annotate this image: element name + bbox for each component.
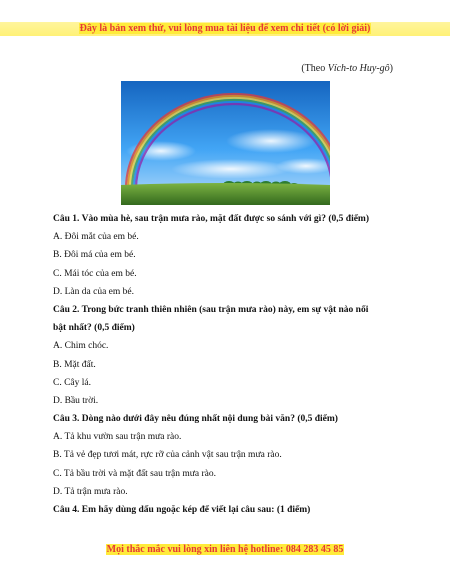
preview-banner [0, 22, 450, 36]
question-2-option-a: A. Chim chóc. [53, 341, 109, 352]
question-4-text: Câu 4. Em hãy dùng dấu ngoặc kép để viết lại câu sau: (1 điểm) [53, 505, 311, 515]
question-2-text: bật nhất? (0,5 điểm) [53, 323, 135, 334]
question-2-option-b: B. Mặt đất. [53, 359, 96, 370]
question-1-option-a: A. Đôi mắt của em bé. [53, 232, 139, 243]
source-suffix: ) [389, 63, 393, 74]
question-1-option-d: D. Làn da của em bé. [53, 286, 134, 297]
question-3-option-b: B. Tả vẻ đẹp tươi mát, rực rỡ của cảnh vật sau trận mưa rào. [53, 450, 282, 461]
hotline-footer [0, 544, 450, 555]
question-3-text: Câu 3. Dòng nào dưới đây nêu đúng nhất nội dung bài văn? (0,5 điểm) [53, 414, 338, 425]
preview-banner-text: Đây là bản xem thử, vui lòng mua tài liệu để xem chi tiết (có lời giải) [79, 23, 371, 34]
source-author: Vích-to Huy-gô [327, 63, 390, 74]
question-2-option-d: D. Bầu trời. [53, 395, 99, 406]
rainbow-landscape-image [121, 81, 330, 205]
question-1-option-b: B. Đôi má của em bé. [53, 250, 136, 261]
question-3-option-c: C. Tả bầu trời và mặt đất sau trận mưa rào. [53, 468, 217, 479]
question-2-option-c: C. Cây lá. [53, 377, 91, 388]
question-2-text: Câu 2. Trong bức tranh thiên nhiên (sau trận mưa rào) này, em sự vật nào nổi [53, 304, 369, 315]
hotline-text: Mọi thắc mắc vui lòng xin liên hệ hotline: 084 283 45 85 [106, 544, 344, 555]
source-prefix: (Theo [301, 63, 328, 74]
source-citation [301, 63, 393, 74]
question-1-option-c: C. Mái tóc của em bé. [53, 268, 137, 279]
question-list [53, 210, 403, 519]
question-3-option-a: A. Tả khu vườn sau trận mưa rào. [53, 432, 182, 443]
question-1-text: Câu 1. Vào mùa hè, sau trận mưa rào, mặt đất được so sánh với gì? (0,5 điểm) [53, 214, 369, 224]
question-3-option-d: D. Tả trận mưa rào. [53, 486, 128, 497]
